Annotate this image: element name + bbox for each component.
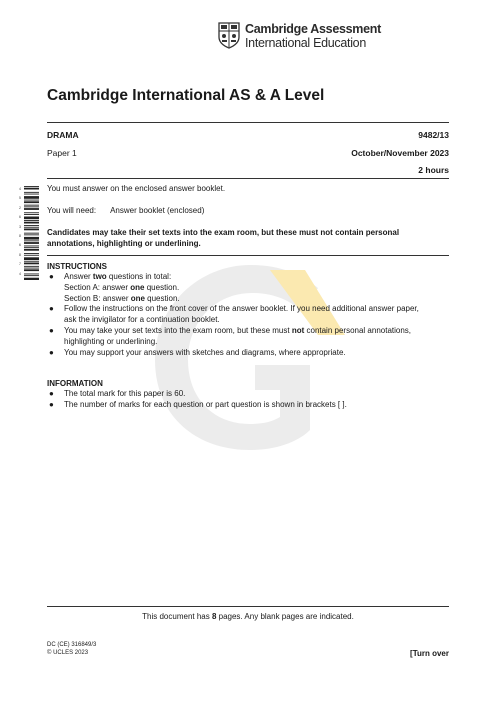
- barcode-bar: [24, 237, 39, 240]
- turn-over-label: [Turn over: [410, 649, 449, 658]
- logo-line-2: International Education: [245, 36, 366, 50]
- answer-booklet-note: You must answer on the enclosed answer booklet.: [47, 184, 226, 193]
- instructions-heading: INSTRUCTIONS: [47, 262, 107, 271]
- list-item: ● You may support your answers with sketches and diagrams, where appropriate.: [49, 347, 346, 357]
- barcode-bar: [24, 200, 39, 201]
- list-item: Section B: answer one question.: [64, 293, 180, 303]
- barcode-bar: [24, 240, 39, 241]
- logo-line-1: Cambridge Assessment: [245, 22, 381, 36]
- barcode-digit: 2: [19, 205, 21, 210]
- barcode-bar: [24, 217, 39, 220]
- barcode-digits: [19, 186, 23, 280]
- list-item: ● Answer two questions in total:: [49, 272, 172, 281]
- barcode-bar: [24, 214, 39, 215]
- barcode-bar: [24, 206, 39, 207]
- barcode-bar: [24, 278, 39, 280]
- you-will-need: [47, 206, 204, 215]
- barcode-bar: [24, 220, 39, 221]
- barcode-bar: [24, 263, 39, 265]
- barcode-bar: [24, 208, 39, 210]
- paper-code: 9482/13: [418, 130, 449, 140]
- barcode-bar: [24, 186, 39, 187]
- footer-divider: [47, 606, 449, 607]
- barcode-bar: [24, 227, 39, 228]
- barcode-digit: 4: [19, 187, 21, 191]
- barcode-bar: [24, 194, 39, 195]
- bullet-icon: ●: [49, 399, 54, 409]
- paper-number: Paper 1: [47, 148, 77, 158]
- barcode-digit: 8: [19, 234, 21, 238]
- crest-icon: [218, 22, 240, 49]
- barcode-bar: [24, 255, 39, 256]
- list-item: ● You may take your set texts into the exam room, but these must not contain personal annotations, highlighting or underlining.: [49, 325, 412, 346]
- instructions-list: [47, 272, 457, 358]
- barcode-digit: 6: [19, 215, 21, 220]
- barcode-bar: [24, 201, 39, 203]
- barcode-digit: 3: [19, 224, 21, 229]
- barcode-bar: [24, 242, 39, 244]
- barcode-bar: [24, 233, 39, 234]
- barcode-bar: [24, 196, 39, 199]
- barcode-bar: [24, 247, 39, 248]
- divider: [47, 255, 449, 256]
- information-list: [47, 389, 457, 411]
- barcode-digit: 7: [19, 262, 21, 267]
- barcode-bar: [24, 261, 39, 262]
- page-count-note: This document has 8 pages. Any blank pages are indicated.: [142, 612, 354, 621]
- document-code: DC (CE) 316849/3 © UCLES 2023: [47, 642, 97, 656]
- barcode-bar: [24, 225, 39, 226]
- bullet-icon: ●: [49, 304, 54, 314]
- barcode-bar: [24, 253, 39, 254]
- barcode-bar: [24, 257, 39, 260]
- need-value: Answer booklet (enclosed): [110, 206, 205, 215]
- barcode-bar: [24, 234, 39, 235]
- barcode-bar: [24, 192, 39, 193]
- barcode-bar: [24, 268, 39, 269]
- exam-session: October/November 2023: [351, 148, 449, 158]
- barcode-bar: [24, 269, 39, 271]
- bullet-icon: ●: [49, 325, 54, 335]
- divider: [47, 178, 449, 179]
- barcode-digit: 8: [19, 252, 21, 257]
- candidate-barcode: [19, 186, 39, 280]
- list-item: ● The total mark for this paper is 60.: [49, 389, 186, 398]
- barcode-bar: [24, 205, 39, 206]
- set-texts-notice-1: Candidates may take their set texts into the exam room, but these must not contain personal: [47, 228, 400, 237]
- barcode-digit: 6: [19, 243, 21, 248]
- cambridge-logo: [218, 22, 381, 50]
- list-item: Section A: answer one question.: [64, 282, 180, 292]
- subject-name: DRAMA: [47, 130, 79, 140]
- barcode-bar: [24, 246, 39, 247]
- barcode-bars: [24, 186, 39, 280]
- list-item: ● The number of marks for each question or part question is shown in brackets [ ].: [49, 399, 347, 409]
- qualification-title: Cambridge International AS & A Level: [47, 87, 325, 104]
- barcode-digit: 4: [19, 271, 21, 276]
- bullet-icon: ●: [49, 347, 54, 357]
- barcode-bar: [24, 274, 39, 275]
- list-item: ● Follow the instructions on the front cover of the answer booklet. If you need additional answer paper, ask the invigilator for a continuation booklet.: [49, 304, 419, 325]
- barcode-bar: [24, 212, 39, 213]
- exam-duration: 2 hours: [418, 165, 449, 175]
- barcode-bar: [24, 266, 39, 267]
- barcode-bar: [24, 188, 39, 190]
- information-heading: INFORMATION: [47, 379, 103, 388]
- divider: [47, 122, 449, 123]
- barcode-bar: [24, 275, 39, 276]
- barcode-bar: [24, 229, 39, 231]
- barcode-bar: [24, 249, 39, 251]
- barcode-digit: 5: [19, 196, 21, 201]
- need-label: You will need:: [47, 206, 97, 215]
- barcode-bar: [24, 222, 39, 224]
- set-texts-notice-2: annotations, highlighting or underlining.: [47, 239, 201, 248]
- bullet-icon: ●: [49, 272, 54, 281]
- bullet-icon: ●: [49, 389, 54, 398]
